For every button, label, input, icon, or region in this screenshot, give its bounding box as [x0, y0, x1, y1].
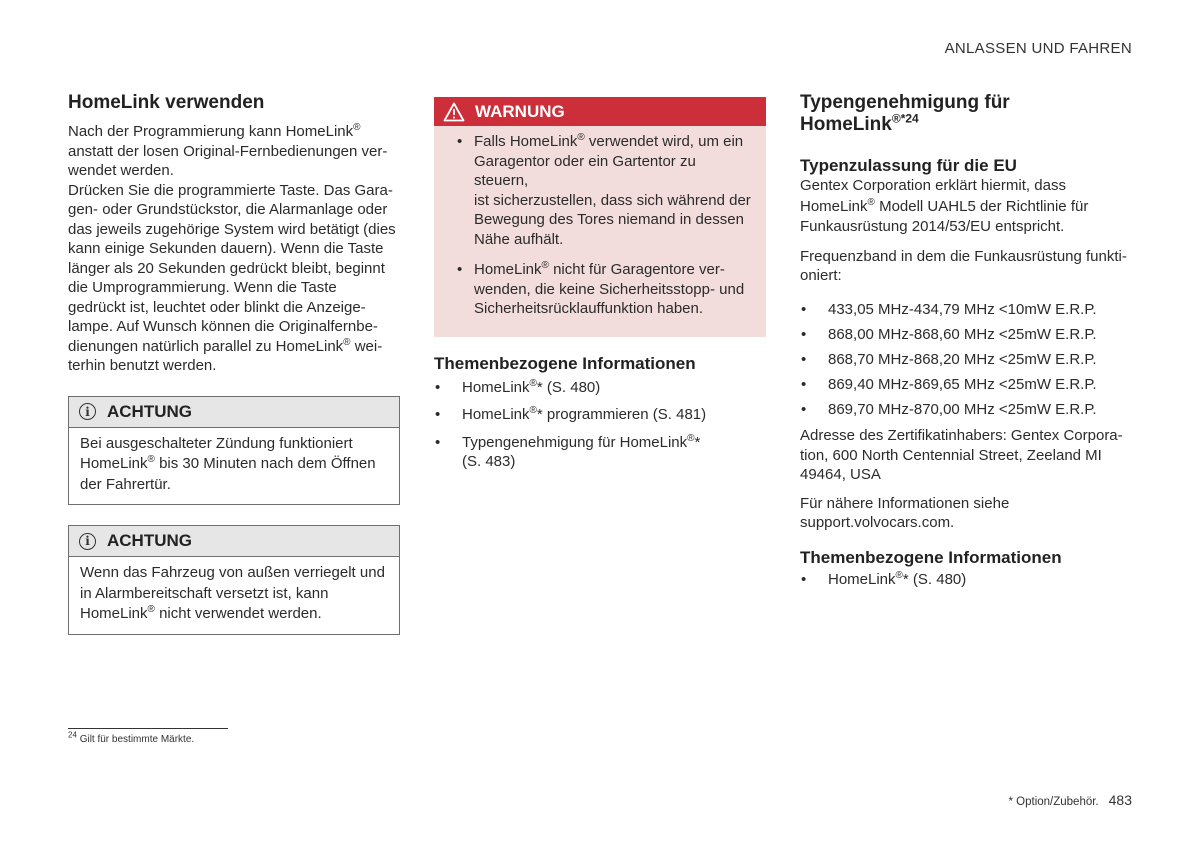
notice-header — [69, 397, 399, 428]
text: Drücken Sie die programmierte Taste. Das Gara- — [68, 181, 393, 199]
text: Modell UAHL5 der Richtlinie für — [874, 197, 1089, 215]
footnote-marker: ®*24 — [891, 111, 919, 126]
text: Typengenehmigung für HomeLink — [462, 433, 688, 451]
footnote-text: Gilt für bestimmte Märkte. — [79, 734, 195, 745]
notice-body — [69, 557, 399, 634]
intro-paragraph — [68, 122, 400, 181]
eu-approval-title: Typenzulassung für die EU — [800, 156, 1017, 175]
section-title — [800, 92, 1132, 136]
text: Gentex Corporation erklärt hiermit, dass — [800, 177, 1066, 194]
text: nicht verwendet werden. — [154, 605, 322, 622]
section-header: ANLASSEN UND FAHREN — [944, 40, 1132, 57]
text: * — [694, 433, 701, 451]
text: HomeLink — [462, 406, 530, 423]
text: 49464, USA — [800, 466, 881, 483]
registered-mark: ® — [529, 405, 537, 416]
text: HomeLink — [474, 261, 542, 278]
text: Sicherheitsrücklauffunktion haben. — [474, 300, 704, 317]
text: Falls HomeLink — [474, 133, 578, 150]
text: HomeLink — [80, 455, 148, 472]
warning-title: WARNUNG — [475, 101, 565, 121]
notice-box-ignition — [68, 396, 400, 506]
text: der Fahrertür. — [80, 475, 171, 493]
column-middle — [434, 97, 766, 480]
related-info-title: Themenbezogene Informationen — [434, 353, 696, 373]
footnote — [68, 730, 195, 745]
text: Wenn das Fahrzeug von außen verriegelt und — [80, 564, 385, 581]
text: HomeLink — [800, 197, 868, 215]
text: Funkausrüstung 2014/53/EU entspricht. — [800, 218, 1065, 235]
column-right — [800, 92, 1132, 597]
text: Nach der Programmierung kann HomeLink — [68, 123, 354, 140]
frequency-item: • 869,70 MHz-870,00 MHz <25mW E.R.P. — [800, 400, 1132, 420]
text: bis 30 Minuten nach dem Öffnen — [154, 455, 376, 472]
text: die Umprogrammierung. Wenn die Taste — [68, 279, 337, 296]
frequency-item: • 869,40 MHz-869,65 MHz <25mW E.R.P. — [800, 375, 1132, 395]
text: wendet werden. — [68, 162, 174, 179]
frequency-item: • 433,05 MHz-434,79 MHz <10mW E.R.P. — [800, 300, 1132, 320]
text: Adresse des Zertifikatinhabers: Gentex Corpora- — [800, 427, 1123, 444]
footnote-divider — [68, 728, 228, 729]
link[interactable] — [828, 571, 966, 588]
registered-mark: ® — [353, 122, 361, 133]
link[interactable] — [462, 379, 600, 396]
warning-triangle-icon — [443, 102, 465, 122]
notice-box-alarm — [68, 525, 400, 635]
warning-header — [434, 97, 766, 126]
text: anstatt der losen Original-Fernbedienungen ver- — [68, 142, 388, 160]
text: das jeweils zugehörige System wird betätigt (dies — [68, 220, 396, 238]
column-left — [68, 92, 400, 635]
related-link-homelink[interactable] — [434, 378, 766, 398]
text: gedrückt ist, leuchtet oder blinkt die Anzeige- — [68, 298, 366, 316]
warning-box — [434, 97, 766, 337]
related-link-programming[interactable] — [434, 405, 766, 425]
registered-mark: ® — [147, 454, 155, 465]
footnote-number: 24 — [68, 730, 77, 740]
warning-list — [446, 132, 754, 319]
notice-header — [69, 526, 399, 557]
text: * (S. 480) — [902, 570, 967, 588]
registered-mark: ® — [147, 604, 155, 615]
info-icon: i — [79, 533, 96, 550]
text: Nähe aufhält. — [474, 230, 564, 248]
text: Frequenzband in dem die Funkausrüstung funkti- — [800, 247, 1127, 265]
option-note: * Option/Zubehör. — [1008, 796, 1099, 808]
text: Für nähere Informationen siehe — [800, 494, 1010, 512]
page-number: 483 — [1108, 792, 1132, 808]
section-title: HomeLink verwenden — [68, 92, 265, 113]
registered-mark: ® — [895, 569, 903, 581]
registered-mark: ® — [529, 377, 537, 389]
registered-mark: ® — [343, 336, 351, 348]
frequency-intro — [800, 247, 1132, 286]
eu-approval-text — [800, 176, 1132, 238]
text: ist sicherzustellen, dass sich während der — [474, 191, 751, 209]
link[interactable] — [462, 434, 700, 471]
text: * programmieren (S. 481) — [536, 406, 707, 423]
registered-mark: ® — [541, 260, 549, 271]
text: verwendet wird, um ein — [584, 133, 744, 150]
text: HomeLink — [800, 114, 892, 135]
text: nicht für Garagentore ver- — [548, 261, 725, 278]
text: länger als 20 Sekunden gedrückt bleibt, beginnt — [68, 259, 385, 277]
page-footer — [1008, 792, 1132, 808]
notice-title: ACHTUNG — [107, 531, 192, 550]
text: Typengenehmigung für — [800, 92, 1010, 113]
related-links-list — [434, 378, 766, 472]
text: in Alarmbereitschaft versetzt ist, kann — [80, 584, 329, 602]
text: HomeLink — [80, 605, 148, 622]
registered-mark: ® — [687, 432, 695, 444]
text: dienungen natürlich parallel zu HomeLink — [68, 337, 344, 355]
support-url: support.volvocars.com. — [800, 514, 955, 531]
registered-mark: ® — [577, 132, 585, 143]
text: terhin benutzt werden. — [68, 357, 217, 374]
notice-title: ACHTUNG — [107, 401, 192, 421]
frequency-list — [800, 300, 1132, 420]
text: HomeLink — [828, 570, 896, 588]
text: tion, 600 North Centennial Street, Zeeland MI — [800, 446, 1102, 464]
info-icon: i — [79, 403, 96, 420]
certificate-holder-address — [800, 426, 1132, 485]
warning-body — [434, 126, 766, 337]
text: lampe. Auf Wunsch können die Originalfernbe- — [68, 318, 378, 335]
related-links-list — [800, 570, 1132, 590]
frequency-item: • 868,70 MHz-868,20 MHz <25mW E.R.P. — [800, 350, 1132, 370]
text: Bewegung des Tores niemand in dessen — [474, 211, 744, 228]
registered-mark: ® — [867, 196, 875, 208]
text: wei- — [350, 337, 383, 355]
frequency-item: • 868,00 MHz-868,60 MHz <25mW E.R.P. — [800, 325, 1132, 345]
notice-body — [69, 428, 399, 505]
text: gen- oder Grundstückstor, die Alarmanlage oder — [68, 201, 388, 218]
text: wenden, die keine Sicherheitsstopp- und — [474, 280, 745, 298]
related-link-homelink[interactable] — [800, 570, 1132, 590]
body-paragraph — [68, 181, 400, 376]
more-info-text — [800, 494, 1132, 533]
text: Bei ausgeschalteter Zündung funktioniert — [80, 434, 353, 452]
list-item — [446, 260, 754, 319]
text: * (S. 480) — [536, 378, 601, 396]
text: (S. 483) — [462, 453, 516, 470]
text: kann einige Sekunden dauern). Wenn die Taste — [68, 240, 384, 257]
text: HomeLink — [462, 378, 530, 396]
text: Garagentor oder ein Gartentor zu steuern, — [474, 152, 696, 189]
related-info-title: Themenbezogene Informationen — [800, 547, 1062, 567]
list-item — [446, 132, 754, 249]
link[interactable] — [462, 406, 706, 423]
text: oniert: — [800, 267, 842, 284]
related-link-type-approval[interactable] — [434, 433, 766, 472]
